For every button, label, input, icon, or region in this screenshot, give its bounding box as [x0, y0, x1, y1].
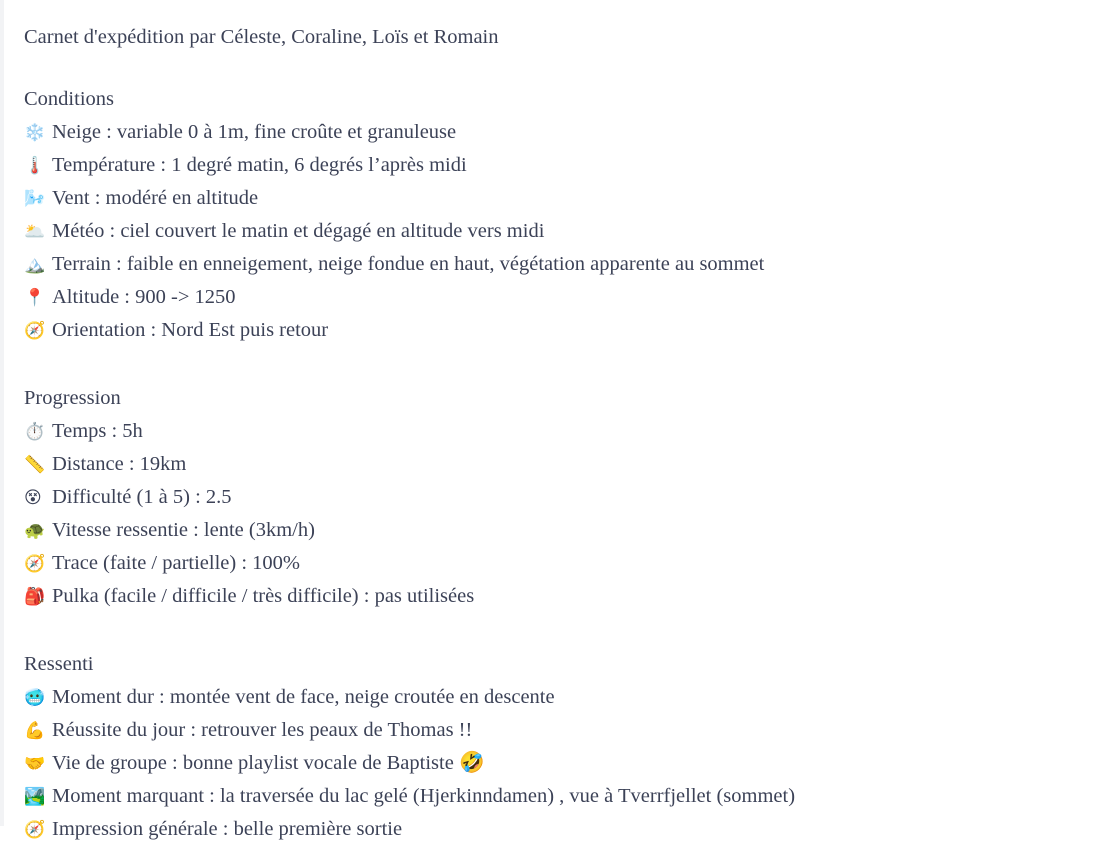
list-item-text: Réussite du jour : retrouver les peaux de Thomas !!	[52, 719, 473, 741]
list-item-text: Terrain : faible en enneigement, neige fondue en haut, végétation apparente au sommet	[52, 253, 765, 275]
list-item	[24, 415, 1087, 448]
list-item	[24, 215, 1087, 248]
list-item-text: Météo : ciel couvert le matin et dégagé en altitude vers midi	[52, 220, 545, 242]
list-item	[24, 448, 1087, 481]
list-item-text: Moment dur : montée vent de face, neige croutée en descente	[52, 686, 555, 708]
backpack-icon: 🎒	[24, 587, 46, 607]
compass-icon: 🧭	[24, 321, 46, 341]
list-item	[24, 116, 1087, 149]
list-item-text: Distance : 19km	[52, 453, 187, 475]
handshake-icon: 🤝	[24, 754, 46, 774]
mountain-snow-icon: 🏔️	[24, 255, 46, 275]
section-conditions	[24, 84, 1087, 347]
map-pin-icon: 📍	[24, 288, 46, 308]
cloud-icon: 🌥️	[24, 222, 46, 242]
page-title: Carnet d'expédition par Céleste, Coraline, Loïs et Romain	[24, 26, 499, 48]
section-heading-progression: Progression	[24, 387, 121, 409]
thermometer-icon: 🌡️	[24, 156, 46, 176]
list-item-text: Orientation : Nord Est puis retour	[52, 319, 329, 341]
list-item-text: Altitude : 900 -> 1250	[52, 286, 236, 308]
list-item-text: Temps : 5h	[52, 420, 143, 442]
compass-icon: 🧭	[24, 820, 46, 840]
list-item	[24, 149, 1087, 182]
section-ressenti	[24, 649, 1087, 846]
list-item	[24, 281, 1087, 314]
list-item	[24, 813, 1087, 846]
list-item-text: Neige : variable 0 à 1m, fine croûte et granuleuse	[52, 121, 457, 143]
list-item	[24, 514, 1087, 547]
left-margin-rule	[0, 0, 4, 826]
ruler-icon: 📏	[24, 455, 46, 475]
list-item-text: Trace (faite / partielle) : 100%	[52, 552, 300, 574]
list-item	[24, 248, 1087, 281]
list-item	[24, 314, 1087, 347]
list-item	[24, 182, 1087, 215]
flexed-biceps-icon: 💪	[24, 721, 46, 741]
snowflake-icon: ❄️	[24, 123, 46, 143]
section-progression	[24, 383, 1087, 613]
list-item-text: Vent : modéré en altitude	[52, 187, 259, 209]
section-heading-ressenti: Ressenti	[24, 653, 94, 675]
list-item	[24, 681, 1087, 714]
list-item-text: Moment marquant : la traversée du lac gelé (Hjerkinndamen) , vue à Tverrfjellet (sommet)	[52, 785, 796, 807]
dizzy-face-icon: 😵	[24, 488, 42, 508]
turtle-icon: 🐢	[24, 521, 46, 541]
list-item-text: Difficulté (1 à 5) : 2.5	[52, 486, 232, 508]
list-item	[24, 580, 1087, 613]
list-item	[24, 481, 1087, 514]
list-item	[24, 780, 1087, 813]
list-item-text: Pulka (facile / difficile / très difficile) : pas utilisées	[52, 585, 475, 607]
cold-face-icon: 🥶	[24, 688, 46, 708]
list-item	[24, 547, 1087, 580]
list-item-text: Vie de groupe : bonne playlist vocale de Baptiste 🤣	[52, 752, 485, 774]
compass-icon: 🧭	[24, 554, 46, 574]
list-item	[24, 747, 1087, 780]
wind-icon: 🌬️	[24, 189, 46, 209]
list-item-text: Impression générale : belle première sortie	[52, 818, 403, 840]
stopwatch-icon: ⏱️	[24, 422, 46, 442]
list-item-text: Température : 1 degré matin, 6 degrés l’après midi	[52, 154, 467, 176]
list-item-text: Vitesse ressentie : lente (3km/h)	[52, 519, 315, 541]
list-item	[24, 714, 1087, 747]
landscape-picture-icon: 🏞️	[24, 787, 46, 807]
section-heading-conditions: Conditions	[24, 88, 114, 110]
